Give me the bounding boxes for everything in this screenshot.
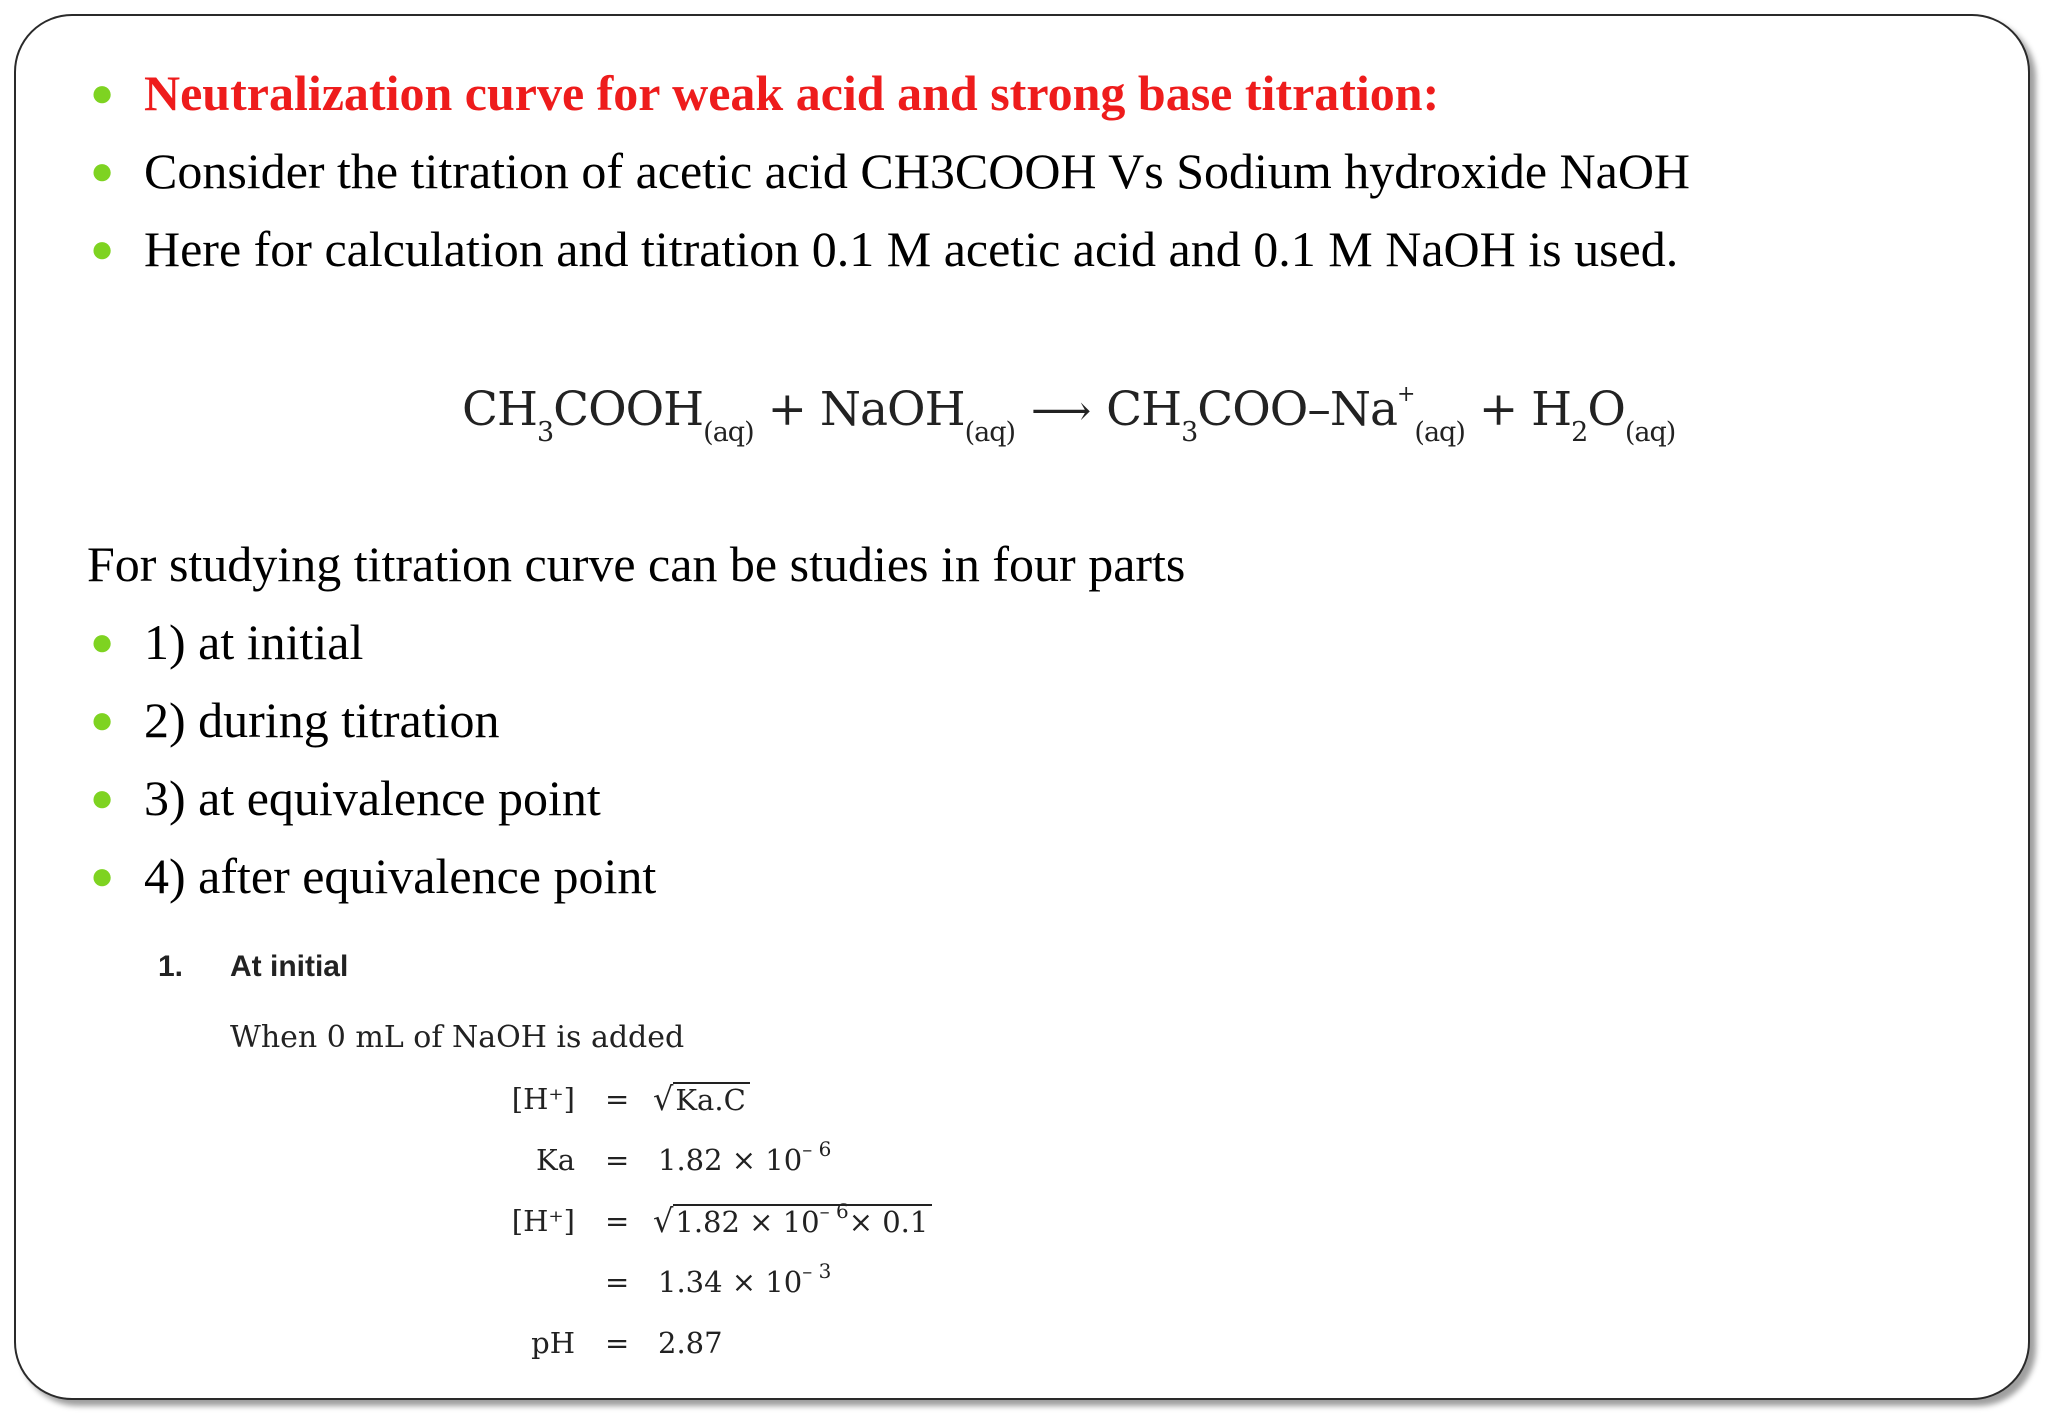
section-description: When 0 mL of NaOH is added: [230, 1020, 685, 1055]
equation-rhs: √Ka.C: [653, 1079, 750, 1120]
equation-row: [375, 1259, 1175, 1302]
product-sodium-acetate: $CH_3COO-Na^+_{(aq)}$: [1106, 382, 1465, 448]
equation-rhs: 2.87: [658, 1326, 723, 1360]
part-text: 2) during titration: [144, 692, 500, 748]
section-number: 1.: [158, 950, 184, 983]
equation-rhs: $√1.82 \times 10^{- 6}\times 0.1$: [653, 1201, 932, 1242]
plus-sign: +: [767, 382, 806, 437]
equals-sign: =: [605, 1326, 630, 1360]
part-text: 1) at initial: [144, 614, 364, 670]
part-text: 3) at equivalence point: [144, 770, 601, 826]
bullet-text: Consider the titration of acetic acid CH3COOH Vs Sodium hydroxide NaOH: [144, 143, 1691, 199]
equation-lhs: pH: [531, 1326, 575, 1360]
equation-row: [375, 1137, 1175, 1180]
reactant-acetic-acid: $CH_3COOH_{(aq)}$: [462, 382, 754, 448]
equation-rhs: $1.82 \times 10^{- 6}$: [658, 1137, 832, 1177]
equals-sign: =: [605, 1265, 630, 1299]
equation-rhs: $1.34 \times 10^{- 3}$: [658, 1259, 832, 1299]
equation-lhs: [H⁺]: [511, 1082, 575, 1116]
reactant-naoh: NaOH$_{(aq)}$: [819, 382, 1016, 448]
equation-row: [375, 1323, 1175, 1363]
equals-sign: =: [605, 1204, 630, 1238]
bullet-dot-icon: ●: [90, 619, 115, 664]
bullet-dot-icon: ●: [90, 775, 115, 820]
bullet-dot-icon: ●: [90, 226, 115, 271]
reaction-arrow-icon: ⟶: [1030, 386, 1091, 435]
plus-sign: +: [1478, 382, 1518, 437]
slide-heading: Neutralization curve for weak acid and strong base titration:: [144, 65, 1440, 121]
equals-sign: =: [605, 1143, 630, 1177]
bullet-dot-icon: ●: [90, 853, 115, 898]
bullet-dot-icon: ●: [90, 148, 115, 193]
intro-text: For studying titration curve can be studies in four parts: [87, 536, 1186, 592]
reaction-equation: [462, 380, 1675, 449]
product-water: $H_2O_{(aq)}$: [1531, 382, 1676, 448]
sqrt-icon: √: [653, 1202, 674, 1240]
sqrt-icon: √: [653, 1080, 674, 1118]
equation-lhs: [H⁺]: [511, 1204, 575, 1238]
section-title: At initial: [230, 950, 349, 983]
part-text: 4) after equivalence point: [144, 848, 657, 904]
bullet-text: Here for calculation and titration 0.1 M acetic acid and 0.1 M NaOH is used.: [144, 221, 1679, 277]
equation-lhs: Ka: [536, 1143, 575, 1177]
bullet-dot-icon: ●: [90, 697, 115, 742]
equation-row: [375, 1079, 1175, 1119]
equation-row: [375, 1201, 1175, 1241]
bullet-dot-icon: ●: [90, 70, 115, 115]
equals-sign: =: [605, 1082, 630, 1116]
